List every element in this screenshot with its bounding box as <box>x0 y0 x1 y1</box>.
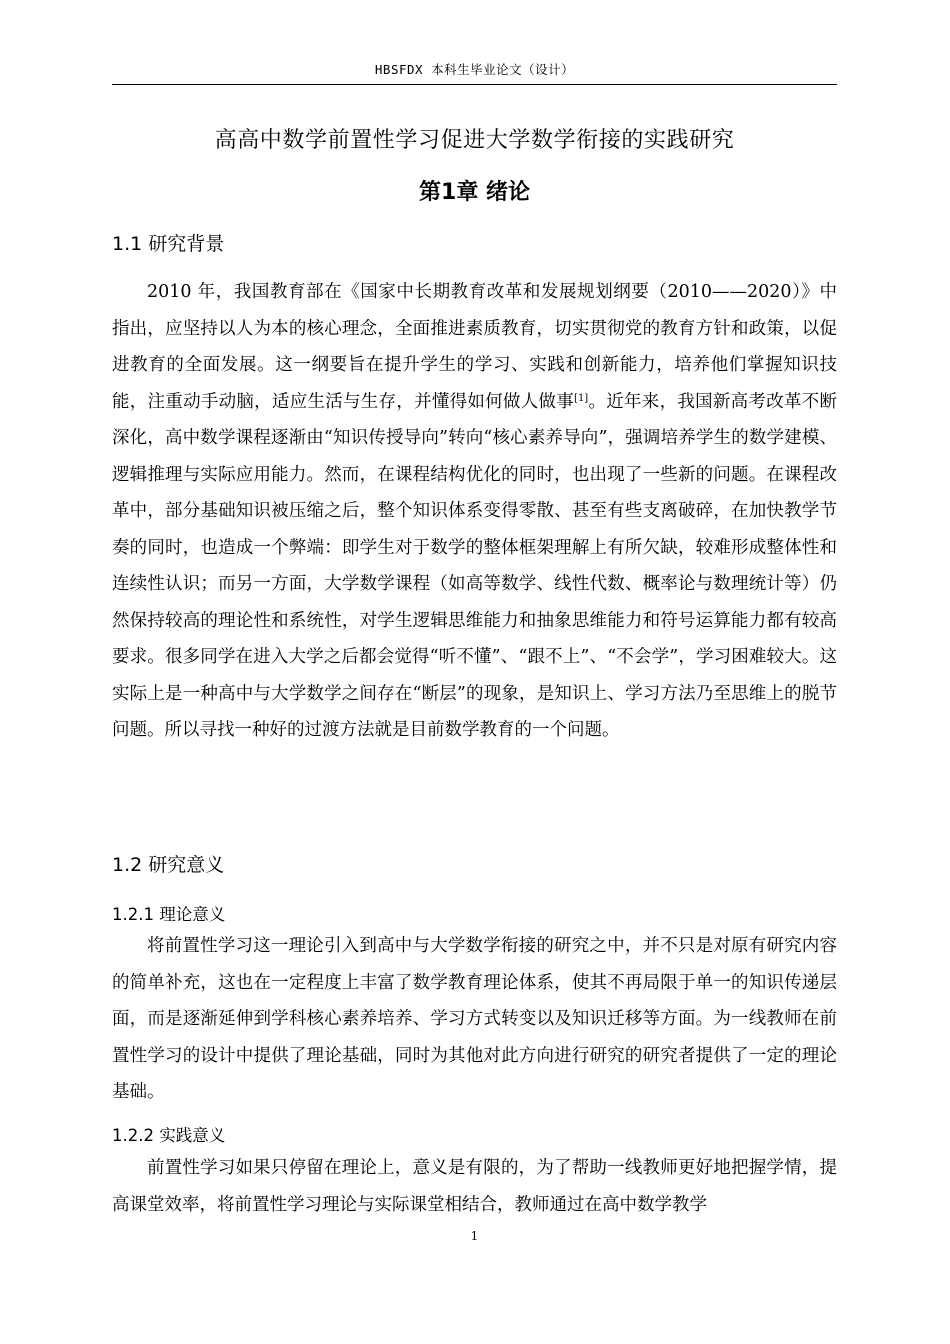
paragraph-practical-significance: 前置性学习如果只停留在理论上，意义是有限的，为了帮助一线教师更好地把握学情，提高课堂效率，将前置性学习理论与实际课堂相结合，教师通过在高中数学教学 <box>112 1158 837 1215</box>
page-number: 1 <box>470 1229 479 1243</box>
paragraph-text-part-1: 2010 年，我国教育部在《国家中长期教育改革和发展规划纲要（2010——2020）》中指出，应坚持以人为本的核心理念，全面推进素质教育，切实贯彻党的教育方针和政策，以促进教育的全面发展。这一纲要旨在提升学生的学习、实践和创新能力，培养他们掌握知识技能，注重动手动脑，适应生活与生存，并懂得如何做人做事 <box>112 282 837 412</box>
running-header: HBSFDX 本科生毕业论文（设计） <box>374 62 575 77</box>
thesis-title: 高高中数学前置性学习促进大学数学衔接的实践研究 <box>214 128 735 153</box>
paragraph-research-background <box>112 274 837 749</box>
subsection-heading-1-2-2: 1.2.2 实践意义 <box>112 1126 226 1145</box>
section-heading-1-2: 1.2 研究意义 <box>112 854 225 876</box>
subsection-heading-1-2-1: 1.2.1 理论意义 <box>112 905 226 924</box>
paragraph-theoretical-significance: 将前置性学习这一理论引入到高中与大学数学衔接的研究之中，并不只是对原有研究内容的简单补充，这也在一定程度上丰富了数学教育理论体系，使其不再局限于单一的知识传递层面，而是逐渐延伸到学科核心素养培养、学习方式转变以及知识迁移等方面。为一线教师在前置性学习的设计中提供了理论基础，同时为其他对此方向进行研究的研究者提供了一定的理论基础。 <box>112 936 837 1102</box>
section-heading-1-1: 1.1 研究背景 <box>112 233 225 255</box>
citation-reference[interactable]: [1] <box>574 392 589 404</box>
chapter-heading: 第1章 绪论 <box>419 180 530 205</box>
header-divider <box>112 84 837 85</box>
paragraph-text-part-2: 。近年来，我国新高考改革不断深化，高中数学课程逐渐由“知识传授导向”转向“核心素养导向”，强调培养学生的数学建模、逻辑推理与实际应用能力。然而，在课程结构优化的同时，也出现了一些新的问题。在课程改革中，部分基础知识被压缩之后，整个知识体系变得零散、甚至有些支离破碎，在加快教学节奏的同时，也造成一个弊端：即学生对于数学的整体框架理解上有所欠缺，较难形成整体性和连续性认识；而另一方面，大学数学课程（如高等数学、线性代数、概率论与数理统计等）仍然保持较高的理论性和系统性，对学生逻辑思维能力和抽象思维能力和符号运算能力都有较高要求。很多同学在进入大学之后都会觉得“听不懂”、“跟不上”、“不会学”，学习困难较大。这实际上是一种高中与大学数学之间存在“断层”的现象，是知识上、学习方法乃至思维上的脱节问题。所以寻找一种好的过渡方法就是目前数学教育的一个问题。 <box>112 391 838 740</box>
